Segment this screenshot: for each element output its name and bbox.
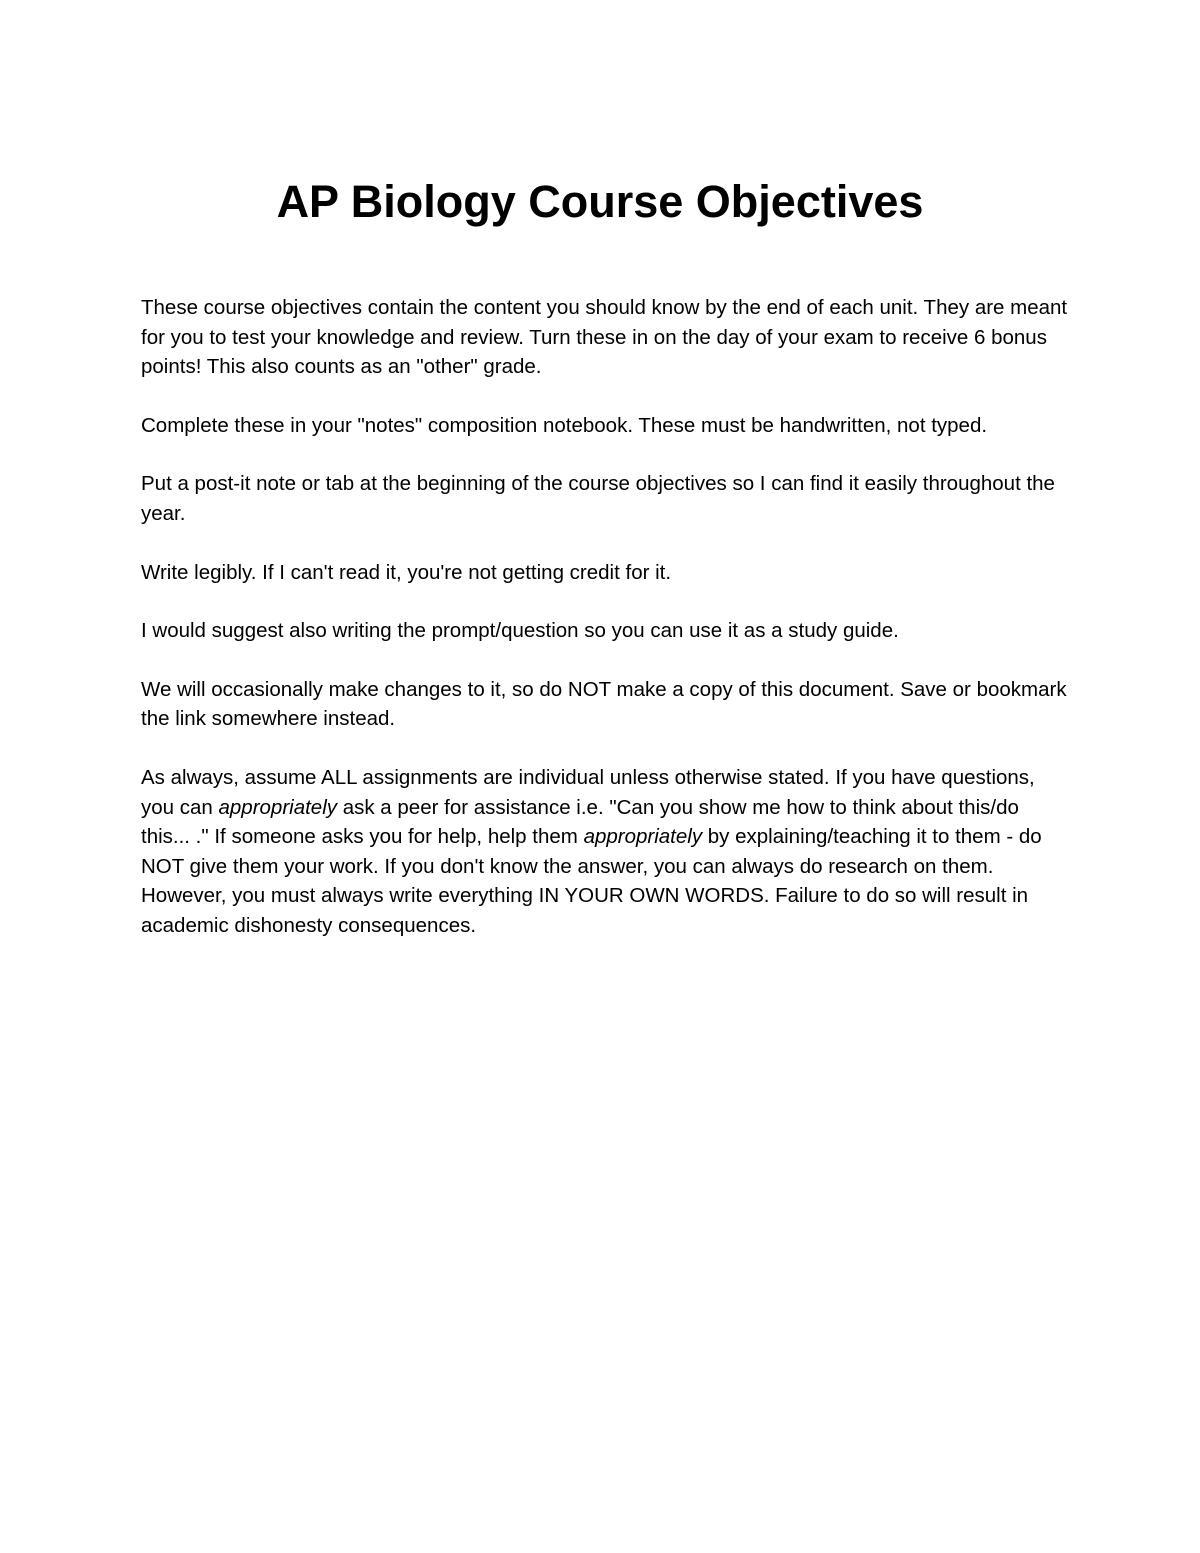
- emphasis-text: appropriately: [583, 825, 703, 849]
- document-body: [141, 293, 1071, 970]
- paragraph-instructions: [141, 293, 1071, 382]
- paragraph-legibility: [141, 558, 1071, 588]
- paragraph-text: As always, assume ALL assignments are individual unless otherwise stated. If you have questions, you can: [141, 765, 1035, 819]
- paragraph-text: I would suggest also writing the prompt/question so you can use it as a study guide.: [141, 619, 899, 643]
- paragraph-text: by explaining/teaching it to them - do NOT give them your work. If you don't know the answer, you can always do research on them. However, you must always write everything IN YOUR OWN WORDS. Failure to do so will result in academic dishonesty consequences.: [141, 825, 1042, 937]
- paragraph-post-it: [141, 469, 1071, 528]
- emphasis-text: appropriately: [218, 795, 338, 819]
- paragraph-academic-honesty: [141, 763, 1071, 941]
- paragraph-text: Complete these in your "notes" composition notebook. These must be handwritten, not typed.: [141, 413, 988, 437]
- paragraph-text: Put a post-it note or tab at the beginning of the course objectives so I can find it easily throughout the year.: [141, 472, 1055, 525]
- paragraph-changes: [141, 675, 1071, 734]
- paragraph-text: We will occasionally make changes to it, so do NOT make a copy of this document. Save or bookmark the link somewhere instead.: [141, 677, 1067, 731]
- paragraph-study-guide: [141, 616, 1071, 646]
- paragraph-text: ask a peer for assistance i.e. "Can you show me how to think about this/do this... ." If someone asks you for help, help them: [141, 795, 1019, 849]
- paragraph-text: These course objectives contain the content you should know by the end of each unit. They are meant for you to test your knowledge and review. Turn these in on the day of your exam to receive 6 bonus points! This also counts as an "other" grade.: [141, 296, 1068, 379]
- paragraph-text: Write legibly. If I can't read it, you're not getting credit for it.: [141, 560, 672, 584]
- document-title: AP Biology Course Objectives: [276, 176, 924, 227]
- paragraph-notebook: [141, 411, 1071, 441]
